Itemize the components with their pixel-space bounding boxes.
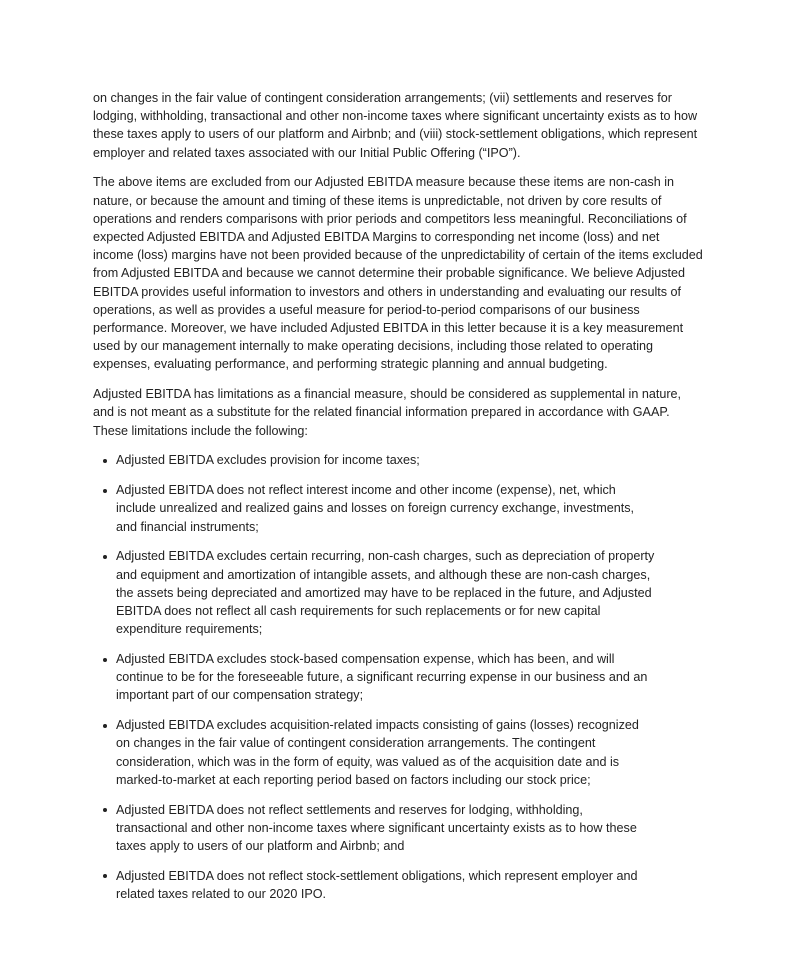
bullet-dot-icon — [103, 808, 107, 812]
list-item-text: Adjusted EBITDA excludes provision for income taxes; — [116, 453, 420, 468]
paragraph-limitations-intro: Adjusted EBITDA has limitations as a financial measure, should be considered as supplemental in nature, and is not meant as a substitute for the related financial information prepared in accordance with GAAP. These limitations include the following: — [93, 387, 682, 438]
bullet-dot-icon — [103, 555, 107, 559]
list-item-text: Adjusted EBITDA excludes stock-based compensation expense, which has been, and will continue to be for the foreseeable future, a significant recurring expense in our business and an important part of our compensation strategy; — [116, 652, 648, 703]
list-item — [93, 801, 703, 856]
limitations-list — [93, 451, 703, 903]
list-item-text: Adjusted EBITDA does not reflect stock-settlement obligations, which represent employer and related taxes related to our 2020 IPO. — [116, 868, 638, 902]
list-item-text: Adjusted EBITDA does not reflect settlements and reserves for lodging, withholding, transactional and other non-income taxes where significant uncertainty exists as to how these taxes apply to users of our platform and Airbnb; and — [116, 802, 637, 854]
list-item-text: Adjusted EBITDA does not reflect interest income and other income (expense), net, which include unrealized and realized gains and losses on foreign currency exchange, investments, and financial instruments; — [116, 483, 635, 534]
paragraph-exclusion-rationale: The above items are excluded from our Adjusted EBITDA measure because these items are non-cash in nature, or because the amount and timing of these items is unpredictable, not driven by core results of operations and renders comparisons with prior periods and competitors less meaningful. Reconciliations of expected Adjusted EBITDA and Adjusted EBITDA Margins to corresponding net income (loss) and net income (loss) margins have not been provided because of the unpredictability of certain of the items excluded from Adjusted EBITDA and because we cannot determine their probable significance. We believe Adjusted EBITDA provides useful information to investors and others in understanding and evaluating our results of operations, as well as provides a useful measure for period-to-period comparisons of our business performance. Moreover, we have included Adjusted EBITDA in this letter because it is a key measurement used by our management internally to make operating decisions, including those related to operating expenses, evaluating performance, and performing strategic planning and annual budgeting. — [93, 175, 703, 372]
bullet-dot-icon — [103, 724, 107, 728]
list-item-text: Adjusted EBITDA excludes certain recurring, non-cash charges, such as depreciation of property and equipment and amortization of intangible assets, and although these are non-cash charges, the assets being depreciated and amortized may have to be replaced in the future, and Adjusted EBITDA does not reflect all cash requirements for such replacements or for new capital expenditure requirements; — [116, 549, 655, 637]
list-item — [93, 451, 703, 469]
document-page — [93, 89, 703, 915]
list-item-text: Adjusted EBITDA excludes acquisition-related impacts consisting of gains (losses) recognized on changes in the fair value of contingent consideration arrangements. The contingent consideration, which was in the form of equity, was valued as of the acquisition date and is marked-to-market at each reporting period based on factors including our stock price; — [116, 718, 639, 787]
list-item — [93, 481, 703, 536]
bullet-dot-icon — [103, 658, 107, 662]
list-item — [93, 547, 703, 638]
list-item — [93, 867, 703, 903]
list-item — [93, 650, 703, 705]
bullet-dot-icon — [103, 874, 107, 878]
bullet-dot-icon — [103, 489, 107, 493]
list-item — [93, 716, 703, 789]
paragraph-continuation: on changes in the fair value of contingent consideration arrangements; (vii) settlements and reserves for lodging, withholding, transactional and other non-income taxes where significant uncertainty exists as to how these taxes apply to users of our platform and Airbnb; and (viii) stock-settlement obligations, which represent employer and related taxes associated with our Initial Public Offering (“IPO”). — [93, 91, 698, 160]
bullet-dot-icon — [103, 459, 107, 463]
